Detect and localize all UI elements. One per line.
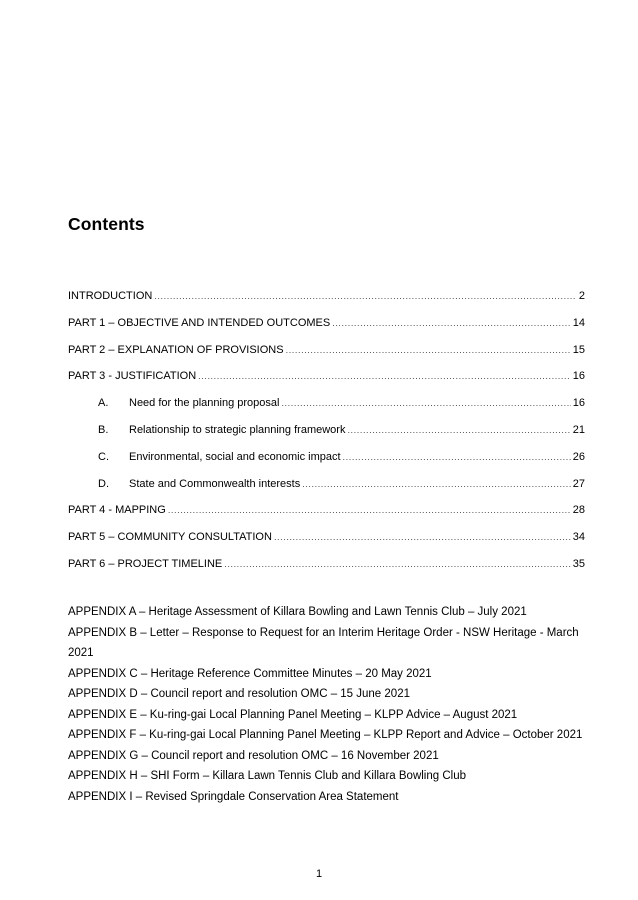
toc-subentry[interactable] [68, 424, 585, 451]
toc-dot-leader [347, 425, 570, 435]
toc-dot-leader [224, 559, 570, 569]
toc-entry-title: State and Commonwealth interests [129, 477, 301, 490]
toc-entry-page: 16 [572, 397, 585, 410]
toc-subentry[interactable] [68, 397, 585, 424]
toc-entry-title: PART 3 - JUSTIFICATION [68, 370, 197, 383]
toc-entry-page: 16 [572, 370, 585, 383]
toc-entry-title: Relationship to strategic planning framework [129, 423, 346, 436]
contents-heading: Contents [68, 214, 145, 234]
toc-entry[interactable] [68, 504, 585, 531]
table-of-contents [68, 290, 585, 585]
appendix-item: APPENDIX E – Ku-ring-gai Local Planning Panel Meeting – KLPP Advice – August 2021 [68, 708, 518, 721]
toc-entry-title: Environmental, social and economic impact [129, 450, 341, 463]
toc-entry-page: 14 [572, 316, 585, 329]
toc-entry-page: 34 [572, 531, 585, 544]
toc-subentry-letter: A. [98, 397, 109, 410]
appendix-item: APPENDIX B – Letter – Response to Request for an Interim Heritage Order - NSW Heritage - March 2021 [68, 626, 579, 659]
toc-dot-leader [198, 371, 571, 381]
toc-entry-page: 15 [572, 343, 585, 356]
toc-entry[interactable] [68, 558, 585, 585]
toc-entry[interactable] [68, 370, 585, 397]
toc-entry-page: 2 [578, 290, 585, 302]
toc-dot-leader [332, 318, 571, 328]
toc-dot-leader [168, 505, 571, 515]
toc-dot-leader [343, 452, 571, 462]
appendix-list [68, 602, 588, 807]
toc-subentry[interactable] [68, 451, 585, 478]
toc-entry-page: 26 [572, 450, 585, 463]
toc-entry-title: Need for the planning proposal [129, 397, 280, 410]
toc-entry-title: PART 5 – COMMUNITY CONSULTATION [68, 531, 272, 544]
toc-entry-title: PART 1 – OBJECTIVE AND INTENDED OUTCOMES [68, 316, 331, 329]
page-number: 1 [315, 868, 323, 880]
toc-entry[interactable] [68, 344, 585, 371]
toc-dot-leader [274, 532, 571, 542]
toc-entry-title: PART 4 - MAPPING [68, 504, 166, 517]
appendix-item: APPENDIX F – Ku-ring-gai Local Planning Panel Meeting – KLPP Report and Advice – October 2021 [68, 729, 583, 741]
toc-entry-title: PART 6 – PROJECT TIMELINE [68, 557, 223, 570]
toc-entry-title: PART 2 – EXPLANATION OF PROVISIONS [68, 343, 284, 356]
toc-dot-leader [286, 345, 571, 355]
appendix-item: APPENDIX D – Council report and resolution OMC – 15 June 2021 [68, 688, 410, 700]
toc-entry[interactable] [68, 531, 585, 558]
toc-subentry-letter: C. [98, 450, 109, 463]
appendix-item: APPENDIX I – Revised Springdale Conservation Area Statement [68, 790, 399, 803]
toc-subentry-letter: B. [98, 423, 109, 436]
toc-entry-page: 21 [572, 423, 585, 436]
appendix-item: APPENDIX H – SHI Form – Killara Lawn Tennis Club and Killara Bowling Club [68, 770, 466, 782]
toc-dot-leader [281, 398, 570, 408]
toc-entry[interactable] [68, 317, 585, 344]
toc-dot-leader [154, 291, 575, 301]
appendix-item: APPENDIX A – Heritage Assessment of Killara Bowling and Lawn Tennis Club – July 2021 [68, 606, 527, 618]
toc-subentry-letter: D. [98, 477, 109, 490]
appendix-item: APPENDIX G – Council report and resolution OMC – 16 November 2021 [68, 749, 439, 762]
toc-entry-page: 35 [572, 557, 585, 570]
toc-entry-page: 27 [572, 477, 585, 490]
toc-entry[interactable] [68, 290, 585, 317]
toc-subentry[interactable] [68, 478, 585, 505]
toc-entry-title: INTRODUCTION [68, 290, 153, 302]
appendix-item: APPENDIX C – Heritage Reference Committee Minutes – 20 May 2021 [68, 667, 432, 680]
toc-entry-page: 28 [572, 504, 585, 517]
toc-dot-leader [302, 479, 571, 489]
